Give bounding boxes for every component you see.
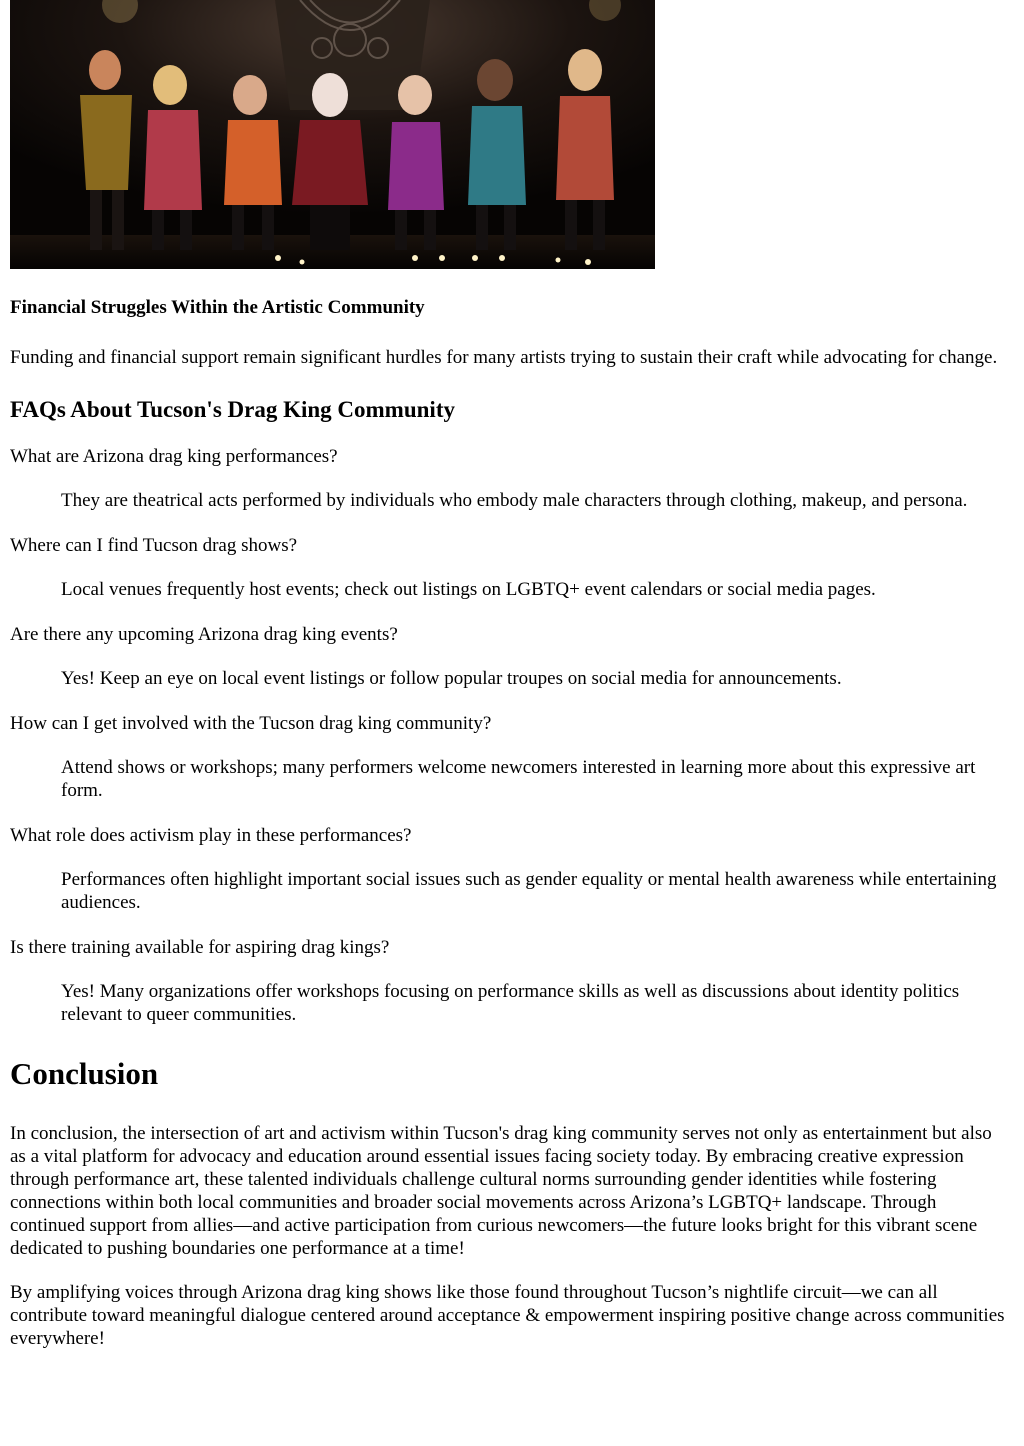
faq-question: Are there any upcoming Arizona drag king events? [10, 624, 398, 645]
faq-question: How can I get involved with the Tucson drag king community? [10, 713, 492, 734]
faq-answer: They are theatrical acts performed by individuals who embody male characters through clothing, makeup, and persona. [61, 490, 968, 511]
faq-answer: Performances often highlight important social issues such as gender equality or mental health awareness while entertaining audiences. [61, 869, 997, 913]
faq-list [10, 445, 1008, 1026]
conclusion-heading: Conclusion [10, 1056, 159, 1091]
financial-struggles-heading: Financial Struggles Within the Artistic Community [10, 297, 425, 318]
hero-image [10, 0, 655, 269]
financial-struggles-text: Funding and financial support remain significant hurdles for many artists trying to sustain their craft while advocating for change. [10, 347, 998, 368]
faq-question: Where can I find Tucson drag shows? [10, 535, 298, 556]
faq-answer: Local venues frequently host events; check out listings on LGBTQ+ event calendars or social media pages. [61, 579, 876, 600]
conclusion-paragraph: In conclusion, the intersection of art and activism within Tucson's drag king community serves not only as entertainment but also as a vital platform for advocacy and education around essential issues facing society today. By embracing creative expression through performance art, these talented individuals challenge cultural norms surrounding gender identities while fostering connections within both local communities and broader social movements across Arizona’s LGBTQ+ landscape. Through continued support from allies—and active participation from curious newcomers—the future looks bright for this vibrant scene dedicated to pushing boundaries one performance at a time! [10, 1123, 992, 1259]
faq-question: What are Arizona drag king performances? [10, 446, 338, 467]
faq-answer: Yes! Keep an eye on local event listings or follow popular troupes on social media for announcements. [61, 668, 842, 689]
faq-heading: FAQs About Tucson's Drag King Community [10, 397, 455, 422]
faq-question: Is there training available for aspiring drag kings? [10, 937, 390, 958]
stage-performers-photo-icon [10, 0, 655, 269]
faq-answer: Yes! Many organizations offer workshops focusing on performance skills as well as discussions about identity politics relevant to queer communities. [61, 981, 960, 1025]
faq-answer: Attend shows or workshops; many performers welcome newcomers interested in learning more about this expressive art form. [61, 757, 976, 801]
closing-paragraph: By amplifying voices through Arizona drag king shows like those found throughout Tucson’s nightlife circuit—we can all contribute toward meaningful dialogue centered around acceptance & empowerment inspiring positive change across communities everywhere! [10, 1282, 1005, 1349]
faq-question: What role does activism play in these performances? [10, 825, 412, 846]
article-content [10, 296, 1008, 1350]
